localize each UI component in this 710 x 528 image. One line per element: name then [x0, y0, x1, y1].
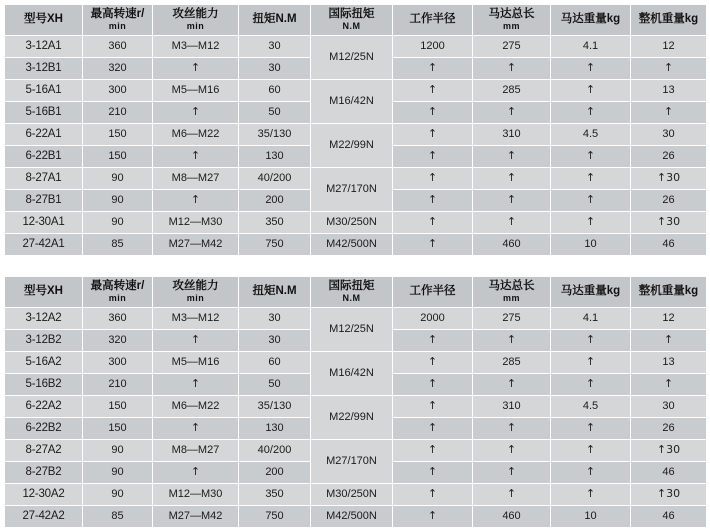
cell-intl-torque: M22/99N: [311, 396, 393, 440]
cell-working-radius: 1200: [393, 36, 473, 58]
cell-intl-torque: M12/25N: [311, 308, 393, 352]
cell-motor-length: 275: [473, 36, 551, 58]
cell-tapping-capacity: M27—M42: [153, 234, 239, 256]
cell-total-weight: 30: [631, 124, 707, 146]
col-header-motor-weight: 马达重量kg: [551, 277, 631, 308]
cell-motor-weight: ↑: [551, 146, 631, 168]
table-row: [5, 36, 707, 58]
col-header-total-weight: 整机重量kg: [631, 5, 707, 36]
cell-motor-weight: 4.1: [551, 36, 631, 58]
cell-tapping-capacity: ↑: [153, 58, 239, 80]
cell-motor-length: ↑: [473, 190, 551, 212]
cell-working-radius: 2000: [393, 308, 473, 330]
col-header-motor-length: 马达总长 mm: [473, 5, 551, 36]
cell-tapping-capacity: M3—M12: [153, 308, 239, 330]
cell-torque: 60: [239, 80, 311, 102]
cell-torque: 750: [239, 506, 311, 528]
cell-intl-torque: M42/500N: [311, 506, 393, 528]
cell-model: 6-22A2: [5, 396, 83, 418]
table-row: [5, 396, 707, 418]
cell-tapping-capacity: ↑: [153, 330, 239, 352]
cell-tapping-capacity: M6—M22: [153, 396, 239, 418]
cell-model: 8-27B1: [5, 190, 83, 212]
col-header-motor-length: 马达总长 mm: [473, 277, 551, 308]
cell-intl-torque: M22/99N: [311, 124, 393, 168]
col-header-max-speed: 最高转速r/ min: [83, 5, 153, 36]
cell-model: 27-42A2: [5, 506, 83, 528]
cell-max-speed: 150: [83, 124, 153, 146]
cell-motor-weight: 4.5: [551, 124, 631, 146]
cell-intl-torque: M16/42N: [311, 352, 393, 396]
cell-working-radius: ↑: [393, 190, 473, 212]
cell-working-radius: ↑: [393, 330, 473, 352]
table-row: [5, 308, 707, 330]
cell-model: 5-16B2: [5, 374, 83, 396]
cell-total-weight: 26: [631, 190, 707, 212]
cell-motor-length: ↑: [473, 462, 551, 484]
cell-model: 5-16B1: [5, 102, 83, 124]
cell-total-weight: ↑: [631, 58, 707, 80]
cell-max-speed: 90: [83, 440, 153, 462]
cell-total-weight: 30: [631, 396, 707, 418]
cell-max-speed: 90: [83, 168, 153, 190]
table-body-2: [5, 308, 707, 528]
col-header-total-weight: 整机重量kg: [631, 277, 707, 308]
cell-model: 12-30A1: [5, 212, 83, 234]
cell-torque: 30: [239, 58, 311, 80]
table-row: [5, 168, 707, 190]
cell-motor-length: ↑: [473, 212, 551, 234]
cell-total-weight: 12: [631, 36, 707, 58]
cell-motor-length: 275: [473, 308, 551, 330]
cell-motor-weight: ↑: [551, 374, 631, 396]
cell-torque: 30: [239, 330, 311, 352]
cell-motor-length: 310: [473, 124, 551, 146]
cell-torque: 40/200: [239, 440, 311, 462]
table-row: [5, 212, 707, 234]
cell-working-radius: ↑: [393, 80, 473, 102]
cell-motor-length: ↑: [473, 440, 551, 462]
cell-total-weight: 26: [631, 146, 707, 168]
table-separator: [0, 256, 710, 272]
cell-tapping-capacity: M3—M12: [153, 36, 239, 58]
table-body-1: [5, 36, 707, 256]
table-row: [5, 440, 707, 462]
col-header-intl-torque: 国际扭矩 N.M: [311, 5, 393, 36]
cell-model: 8-27A2: [5, 440, 83, 462]
cell-torque: 40/200: [239, 168, 311, 190]
cell-tapping-capacity: M12—M30: [153, 484, 239, 506]
col-header-torque: 扭矩N.M: [239, 5, 311, 36]
cell-intl-torque: M12/25N: [311, 36, 393, 80]
cell-total-weight: ↑: [631, 330, 707, 352]
cell-tapping-capacity: M5—M16: [153, 352, 239, 374]
col-header-tapping-capacity: 攻丝能力 min: [153, 277, 239, 308]
cell-max-speed: 90: [83, 212, 153, 234]
cell-motor-length: 460: [473, 506, 551, 528]
cell-working-radius: ↑: [393, 418, 473, 440]
cell-model: 8-27B2: [5, 462, 83, 484]
cell-motor-length: ↑: [473, 374, 551, 396]
cell-max-speed: 90: [83, 190, 153, 212]
cell-max-speed: 85: [83, 506, 153, 528]
cell-working-radius: ↑: [393, 234, 473, 256]
cell-total-weight: 46: [631, 234, 707, 256]
cell-torque: 35/130: [239, 124, 311, 146]
cell-tapping-capacity: ↑: [153, 462, 239, 484]
cell-max-speed: 150: [83, 418, 153, 440]
spec-table-1: [4, 4, 707, 256]
cell-motor-weight: ↑: [551, 58, 631, 80]
cell-max-speed: 90: [83, 484, 153, 506]
cell-model: 3-12A1: [5, 36, 83, 58]
cell-torque: 35/130: [239, 396, 311, 418]
cell-model: 8-27A1: [5, 168, 83, 190]
cell-intl-torque: M30/250N: [311, 484, 393, 506]
cell-torque: 30: [239, 36, 311, 58]
cell-max-speed: 300: [83, 80, 153, 102]
table-row: [5, 124, 707, 146]
cell-motor-length: ↑: [473, 58, 551, 80]
cell-motor-weight: 4.1: [551, 308, 631, 330]
cell-torque: 130: [239, 146, 311, 168]
cell-motor-weight: ↑: [551, 80, 631, 102]
col-header-motor-weight: 马达重量kg: [551, 5, 631, 36]
col-header-max-speed: 最高转速r/ min: [83, 277, 153, 308]
cell-intl-torque: M27/170N: [311, 168, 393, 212]
cell-max-speed: 150: [83, 396, 153, 418]
cell-motor-weight: ↑: [551, 190, 631, 212]
cell-tapping-capacity: M5—M16: [153, 80, 239, 102]
cell-max-speed: 360: [83, 308, 153, 330]
cell-motor-weight: ↑: [551, 102, 631, 124]
cell-motor-length: ↑: [473, 330, 551, 352]
table-row: [5, 80, 707, 102]
cell-torque: 750: [239, 234, 311, 256]
cell-model: 3-12B1: [5, 58, 83, 80]
cell-total-weight: 46: [631, 506, 707, 528]
cell-model: 3-12B2: [5, 330, 83, 352]
cell-intl-torque: M42/500N: [311, 234, 393, 256]
cell-model: 5-16A2: [5, 352, 83, 374]
cell-motor-weight: ↑: [551, 212, 631, 234]
cell-tapping-capacity: ↑: [153, 146, 239, 168]
cell-model: 5-16A1: [5, 80, 83, 102]
cell-motor-length: 310: [473, 396, 551, 418]
cell-tapping-capacity: M8—M27: [153, 440, 239, 462]
cell-motor-weight: 10: [551, 234, 631, 256]
spec-table-2: [4, 276, 707, 528]
cell-tapping-capacity: ↑: [153, 374, 239, 396]
cell-working-radius: ↑: [393, 146, 473, 168]
cell-motor-length: ↑: [473, 484, 551, 506]
cell-tapping-capacity: ↑: [153, 190, 239, 212]
cell-total-weight: 26: [631, 418, 707, 440]
cell-motor-weight: ↑: [551, 462, 631, 484]
cell-total-weight: 13: [631, 80, 707, 102]
cell-max-speed: 360: [83, 36, 153, 58]
cell-working-radius: ↑: [393, 352, 473, 374]
spec-sheet: [0, 4, 710, 528]
cell-torque: 30: [239, 308, 311, 330]
cell-motor-weight: ↑: [551, 418, 631, 440]
cell-motor-weight: ↑: [551, 352, 631, 374]
cell-tapping-capacity: M6—M22: [153, 124, 239, 146]
cell-motor-length: ↑: [473, 102, 551, 124]
cell-total-weight: ↑30: [631, 440, 707, 462]
cell-max-speed: 300: [83, 352, 153, 374]
table-row: [5, 506, 707, 528]
cell-motor-length: 285: [473, 352, 551, 374]
table-row: [5, 352, 707, 374]
cell-max-speed: 320: [83, 58, 153, 80]
cell-model: 6-22A1: [5, 124, 83, 146]
cell-working-radius: ↑: [393, 484, 473, 506]
cell-max-speed: 210: [83, 374, 153, 396]
cell-total-weight: ↑: [631, 102, 707, 124]
cell-working-radius: ↑: [393, 374, 473, 396]
cell-torque: 200: [239, 190, 311, 212]
cell-max-speed: 150: [83, 146, 153, 168]
cell-motor-weight: ↑: [551, 484, 631, 506]
cell-motor-weight: ↑: [551, 330, 631, 352]
cell-max-speed: 320: [83, 330, 153, 352]
cell-tapping-capacity: M27—M42: [153, 506, 239, 528]
cell-tapping-capacity: M8—M27: [153, 168, 239, 190]
cell-torque: 130: [239, 418, 311, 440]
cell-total-weight: 12: [631, 308, 707, 330]
cell-motor-weight: ↑: [551, 440, 631, 462]
cell-total-weight: ↑: [631, 374, 707, 396]
col-header-model: 型号XH: [5, 277, 83, 308]
cell-max-speed: 85: [83, 234, 153, 256]
cell-torque: 200: [239, 462, 311, 484]
cell-working-radius: ↑: [393, 396, 473, 418]
col-header-torque: 扭矩N.M: [239, 277, 311, 308]
cell-motor-length: 285: [473, 80, 551, 102]
cell-motor-weight: 10: [551, 506, 631, 528]
cell-working-radius: ↑: [393, 124, 473, 146]
col-header-working-radius: 工作半径: [393, 5, 473, 36]
col-header-tapping-capacity: 攻丝能力 min: [153, 5, 239, 36]
cell-torque: 50: [239, 102, 311, 124]
cell-max-speed: 90: [83, 462, 153, 484]
cell-model: 12-30A2: [5, 484, 83, 506]
cell-tapping-capacity: ↑: [153, 418, 239, 440]
cell-motor-length: ↑: [473, 168, 551, 190]
cell-torque: 50: [239, 374, 311, 396]
cell-working-radius: ↑: [393, 168, 473, 190]
cell-working-radius: ↑: [393, 212, 473, 234]
table-row: [5, 234, 707, 256]
table-row: [5, 484, 707, 506]
cell-model: 6-22B2: [5, 418, 83, 440]
cell-motor-weight: ↑: [551, 168, 631, 190]
table-header-row: [5, 5, 707, 36]
cell-working-radius: ↑: [393, 102, 473, 124]
cell-total-weight: 46: [631, 462, 707, 484]
table-header-row: [5, 277, 707, 308]
cell-motor-length: 460: [473, 234, 551, 256]
col-header-model: 型号XH: [5, 5, 83, 36]
cell-max-speed: 210: [83, 102, 153, 124]
cell-motor-length: ↑: [473, 146, 551, 168]
col-header-working-radius: 工作半径: [393, 277, 473, 308]
cell-total-weight: 13: [631, 352, 707, 374]
cell-intl-torque: M16/42N: [311, 80, 393, 124]
cell-total-weight: ↑30: [631, 484, 707, 506]
cell-total-weight: ↑30: [631, 212, 707, 234]
col-header-intl-torque: 国际扭矩 N.M: [311, 277, 393, 308]
cell-working-radius: ↑: [393, 462, 473, 484]
cell-model: 27-42A1: [5, 234, 83, 256]
cell-intl-torque: M30/250N: [311, 212, 393, 234]
cell-motor-length: ↑: [473, 418, 551, 440]
cell-model: 6-22B1: [5, 146, 83, 168]
cell-tapping-capacity: ↑: [153, 102, 239, 124]
cell-torque: 350: [239, 212, 311, 234]
cell-total-weight: ↑30: [631, 168, 707, 190]
cell-tapping-capacity: M12—M30: [153, 212, 239, 234]
cell-intl-torque: M27/170N: [311, 440, 393, 484]
cell-working-radius: ↑: [393, 506, 473, 528]
cell-motor-weight: 4.5: [551, 396, 631, 418]
cell-working-radius: ↑: [393, 58, 473, 80]
cell-working-radius: ↑: [393, 440, 473, 462]
cell-model: 3-12A2: [5, 308, 83, 330]
cell-torque: 350: [239, 484, 311, 506]
cell-torque: 60: [239, 352, 311, 374]
